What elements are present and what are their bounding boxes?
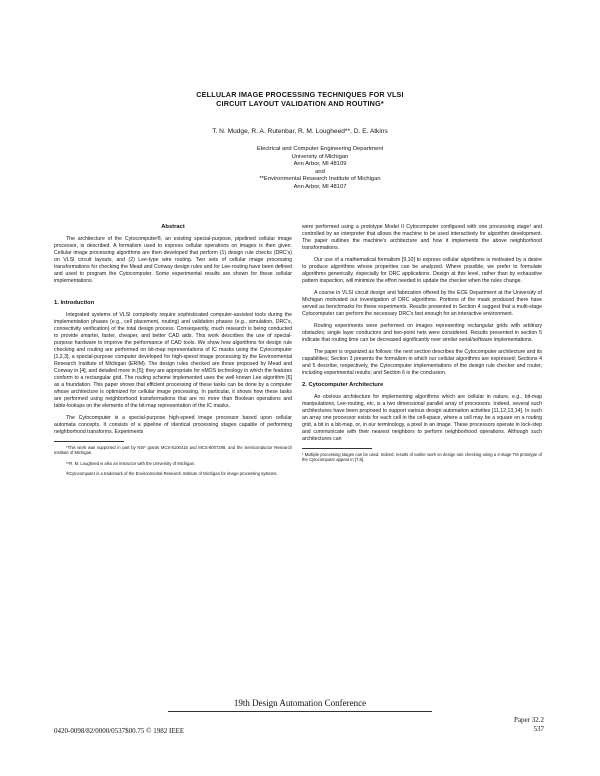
paper-title [100,90,500,108]
left-column [54,224,292,482]
abstract-text: The architecture of the Cytocomputer®, an existing special-purpose, pipelined cellular image processor, is described. A formalism used to express cellular operations on images is then given. Cellular image processing algorithms are then developed that perform (1) design rule checks (DRC's) on VLSI circuit layouts, and (2) Lee-type wire routing. Two sets of cellular image processing transformations for checking the Mead and Conway design rules and for Lee-routing have been defined and used to program the Cytocomputer. Some experimental results are shown for these cellular implementations. [54,236,292,284]
abstract-heading: Abstract [161,224,185,230]
paper-number-block [514,716,544,734]
footnote: **R. M. Lougheed is also an instructor with the University of Michigan. [66,460,196,466]
copyright-line: 0420-0098/82/0000/0537$00.75 © 1982 IEEE [54,727,185,735]
intro-paragraph: Integrated systems of VLSI complexity require sophisticated computer-assisted tools during the implementation phases (e.g., cell placement, routing) and validation phases (e.g., simulation, DRC's, connectivity verification) of the total design process. Consequently, much research is being conducted to provide smarter, faster, cheaper, and better CAD aids. This work describes the use of special-purpose hardware to improve the performance of CAD tools. We show how algorithms for design rule checking and routing are performed on bit-map representations of IC masks using the Cytocomputer [1,2,3], a special-purpose computer developed for high-speed image processing by the Environmental Research Institute of Michigan (ERIM). The design rules checked are those proposed by Mead and Conway in [4], and detailed more in [5]; they are appropriate for nMOS technology in which the features conform to a rectangular grid. The routing scheme implemented uses the well known Lee algorithm [6] as a foundation. This paper shows that efficient processing of these tasks can be done by a computer whose architecture is optimized for cellular image processing. In particular, it shows how these tasks are performed using neighborhood transformations that are no more than Boolean operations and table-lookups on the elements of the bit-map representation of the IC masks. [54,312,292,409]
body-paragraph: The paper is organized as follows: the next section describes the Cytocomputer architecture and its capabilities; Section 3 presents the formalism in which our cellular algorithms are expressed; Sections 4 and 5 describe, respectively, the Cytocomputer implementations of the design rule checker and router, including experimental results; and Section 6 is the conclusion. [302,349,542,376]
title-line-1: CELLULAR IMAGE PROCESSING TECHNIQUES FOR VLSI [196,90,404,99]
paper-number: Paper 32.2 [514,716,544,724]
affiliation-line: and [315,168,325,175]
footnote: ®Cytocomputer is a trademark of the Environmental Research Institute of Michigan for image processing systems. [66,471,278,477]
title-line-2: CIRCUIT LAYOUT VALIDATION AND ROUTING* [216,99,384,108]
footer-rule [168,711,432,712]
affiliation-line: **Environmental Research Institute of Michigan [259,176,381,182]
affiliation-line: University of Michigan [291,153,349,160]
body-paragraph: were performed using a prototype Model II Cytocomputer configured with one processing stage¹ and controlled by an interpreter that allows the machine to be used interactively for algorithm development. The paper outlines the machine's architecture and how it implements the above neighborhood transformations. [302,224,542,251]
affiliations [200,146,440,191]
page-number: 537 [533,725,544,733]
right-column [302,224,542,468]
body-paragraph: Routing experiments were performed on images representing rectangular grids with arbitrary obstacles; single layer conductors and two-point nets were considered. Results presented in section 5 indicate that routing time can be decreased significantly over similar serial/software implementations. [302,323,542,343]
intro-paragraph: The Cytocomputer is a special-purpose high-speed image processor based upon cellular automata concepts. It consists of a pipeline of identical processing stages capable of performing neighborhood transforms. Experiments [54,415,292,435]
section2-paragraph: An obvious architecture for implementing algorithms which are cellular in nature, e.g., bit-map manipulations, Lee-routing, etc, is a two dimensional parallel array of processors. Indeed, several such architectures have been proposed to support various design automation activities [11,12,13,14]. In such an array one processor exists for each cell in the cell-space, where a cell may be a square on a routing grid, a bit in a bit-map, or, in our terminology, a pixel in an image. These processors operate in lock-step and communicate with their nearest neighbors to perform neighborhood operations. Although such architectures can [302,394,542,442]
introduction-heading: 1. Introduction [54,300,95,306]
body-paragraph: A course in VLSI circuit design and fabrication offered by the ECE Department at the University of Michigan motivated our investigation of DRC algorithms. Portions of the mask produced there have served as benchmarks for these experiments. Results presented in Section 4 suggest that a multi-stage Cytocomputer can perform the necessary DRC's fast enough for an interactive environment. [302,290,542,317]
footnote: *This work was supported in part by NSF grants MCS-8100415 and MCS-8007298, and the Semiconductor Research Institute of Michigan. [54,445,292,456]
affiliation-line: Ann Arbor, MI 48107 [293,183,347,190]
section2-heading: 2. Cytocomputer Architecture [302,382,384,388]
footnote: ¹ Multiple processing stages can be used. Indeed, results of earlier work on design rule checking using a 4-stage TM prototype of the Cytocomputer appear in [7,8]. [302,452,542,463]
affiliation-line: Ann Arbor, MI 48109 [293,161,347,167]
author-list: T. N. Mudge, R. A. Rutenbar, R. M. Lougheed**, D. E. Atkins [212,128,388,135]
footnote-rule [54,441,124,442]
conference-name: 19th Design Automation Conference [233,698,367,708]
footnote-rule [302,448,372,449]
affiliation-line: Electrical and Computer Engineering Department [256,146,384,152]
body-paragraph: Our use of a mathematical formalism [9,10] to express cellular algorithms is motivated by a desire to produce algorithms whose properties can be analyzed. Where possible, we prefer to formulate algorithms generically, especially for DRC applications. Design at this level, rather than by exhaustive pattern inspection, will minimize the effort needed to update the checker when the rules change. [302,257,542,284]
